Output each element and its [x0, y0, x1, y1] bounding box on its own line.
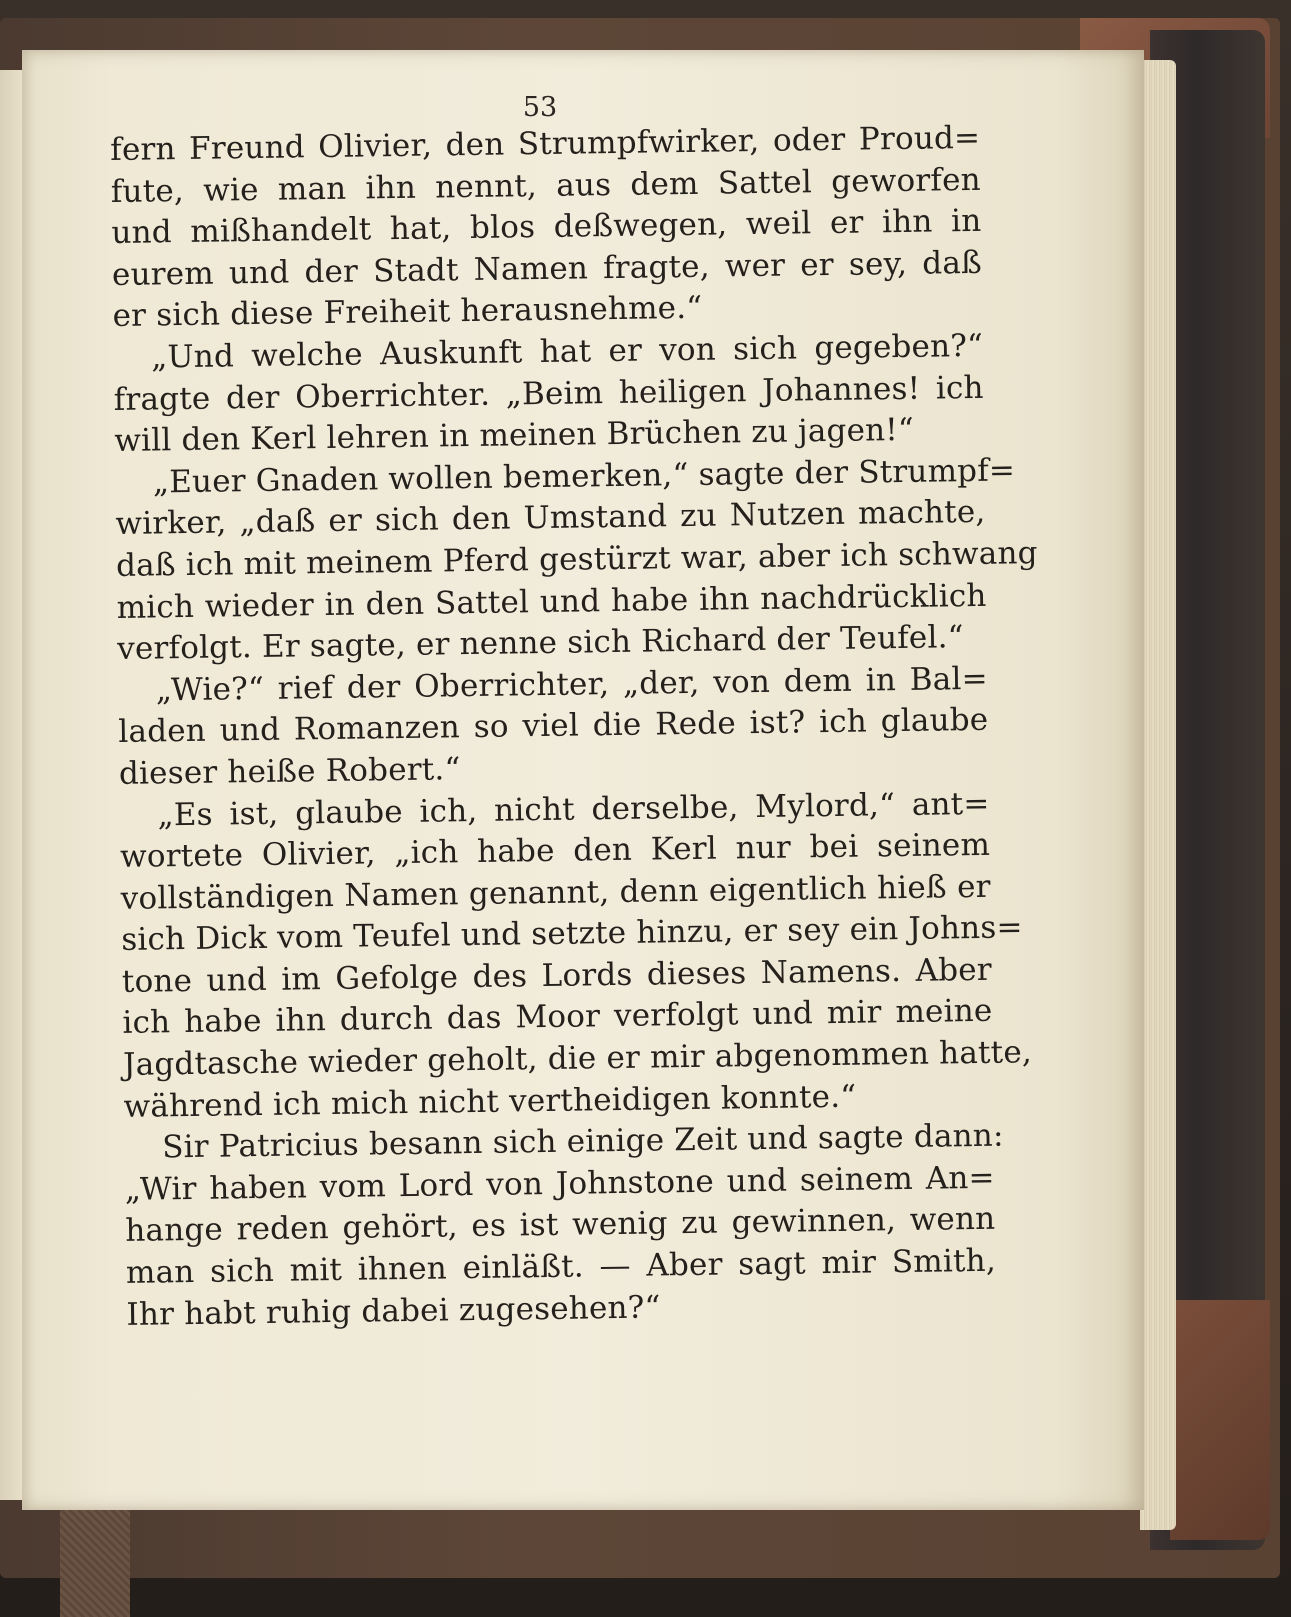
facing-page-edge: [0, 70, 24, 1500]
cover-corner-bottom: [1170, 1300, 1270, 1540]
text-line: verfolgt. Er sagte, er nenne sich Richard der Teufel.“: [116, 619, 964, 668]
text-line: fute, wie man ihn nennt, aus dem Sattel geworfen: [110, 161, 982, 210]
text-line: hange reden gehört, es ist wenig zu gewinnen, wenn: [125, 1201, 996, 1250]
text-line: „Und welche Auskunft hat er von sich gegeben?“: [150, 327, 984, 376]
text-line: tone und im Gefolge des Lords dieses Namens. Aber: [121, 951, 993, 1000]
text-line: ich habe ihn durch das Moor verfolgt und mir meine: [122, 993, 993, 1042]
text-line: Jagdtasche wieder geholt, die er mir abgenommen hatte,: [122, 1034, 1033, 1083]
text-line: vollständigen Namen genannt, denn eigentlich hieß er: [120, 868, 991, 917]
text-line: man sich mit ihnen einläßt. — Aber sagt mir Smith,: [125, 1242, 997, 1291]
text-line: er sich diese Freiheit herausnehme.“: [112, 290, 703, 335]
text-line: sich Dick vom Teufel und setzte hinzu, er sey ein Johns=: [121, 909, 1023, 959]
text-line: und mißhandelt hat, blos deßwegen, weil er ihn in: [111, 203, 982, 252]
text-line: dieser heiße Robert.“: [118, 751, 461, 792]
text-line: laden und Romanzen so viel die Rede ist? ich glaube: [118, 702, 989, 751]
text-line: „Es ist, glaube ich, nicht derselbe, Mylord,“ ant=: [157, 785, 990, 833]
text-line: daß ich mit meinem Pferd gestürzt war, aber ich schwang: [115, 535, 1038, 584]
text-line: „Euer Gnaden wollen bemerken,“ sagte der Strumpf=: [152, 452, 1016, 501]
page-number: 53: [522, 92, 558, 123]
text-line: will den Kerl lehren in meinen Brüchen zu jagen!“: [114, 411, 915, 460]
page-text: [110, 118, 1038, 1336]
text-line: fragte der Oberrichter. „Beim heiligen Johannes! ich: [113, 369, 984, 418]
text-line: „Wie?“ rief der Oberrichter, „der, von dem in Bal=: [155, 660, 988, 709]
page-edges: [1140, 60, 1176, 1530]
text-line: fern Freund Olivier, den Strumpfwirker, oder Proud=: [110, 119, 981, 168]
text-line: Ihr habt ruhig dabei zugesehen?“: [126, 1289, 661, 1333]
text-line: Sir Patricius besann sich einige Zeit und sagte dann:: [161, 1117, 1004, 1166]
text-line: wirker, „daß er sich den Umstand zu Nutzen machte,: [115, 494, 986, 543]
text-line: wortete Olivier, „ich habe den Kerl nur bei seinem: [119, 826, 991, 876]
text-line: eurem und der Stadt Namen fragte, wer er sey, daß: [111, 244, 983, 293]
text-line: „Wir haben vom Lord von Johnstone und seinem An=: [124, 1159, 995, 1208]
text-line: während ich mich nicht vertheidigen konnte.“: [123, 1078, 857, 1125]
bookmark-ribbon: [60, 1510, 130, 1617]
text-line: mich wieder in den Sattel und habe ihn nachdrücklich: [116, 577, 987, 626]
